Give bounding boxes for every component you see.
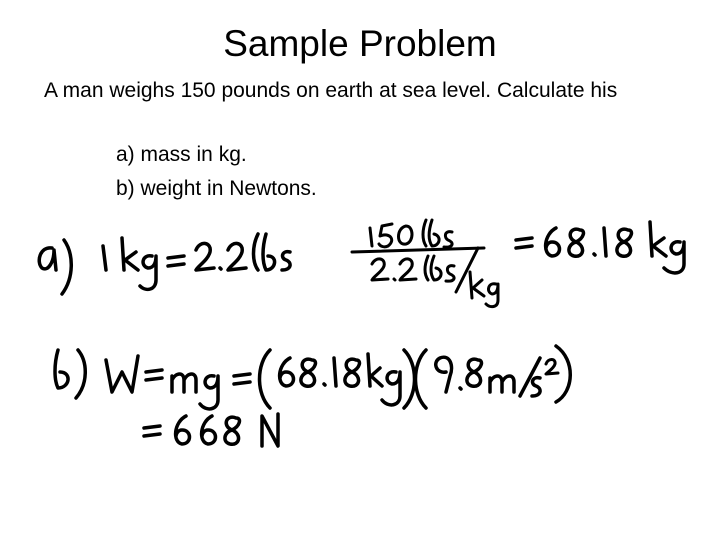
- problem-statement: A man weighs 150 pounds on earth at sea level. Calculate his: [44, 79, 618, 102]
- part-a-question: a) mass in kg.: [116, 143, 247, 166]
- part-b-label: [55, 350, 85, 398]
- part-a-result: [516, 222, 684, 273]
- part-a-conversion: [103, 234, 290, 289]
- part-a-label: [39, 240, 71, 294]
- part-a-fraction: [352, 220, 498, 307]
- part-b-equation: [106, 346, 570, 409]
- part-b-question: b) weight in Newtons.: [116, 177, 317, 200]
- part-b-result: [144, 414, 278, 446]
- slide-title: Sample Problem: [223, 23, 497, 64]
